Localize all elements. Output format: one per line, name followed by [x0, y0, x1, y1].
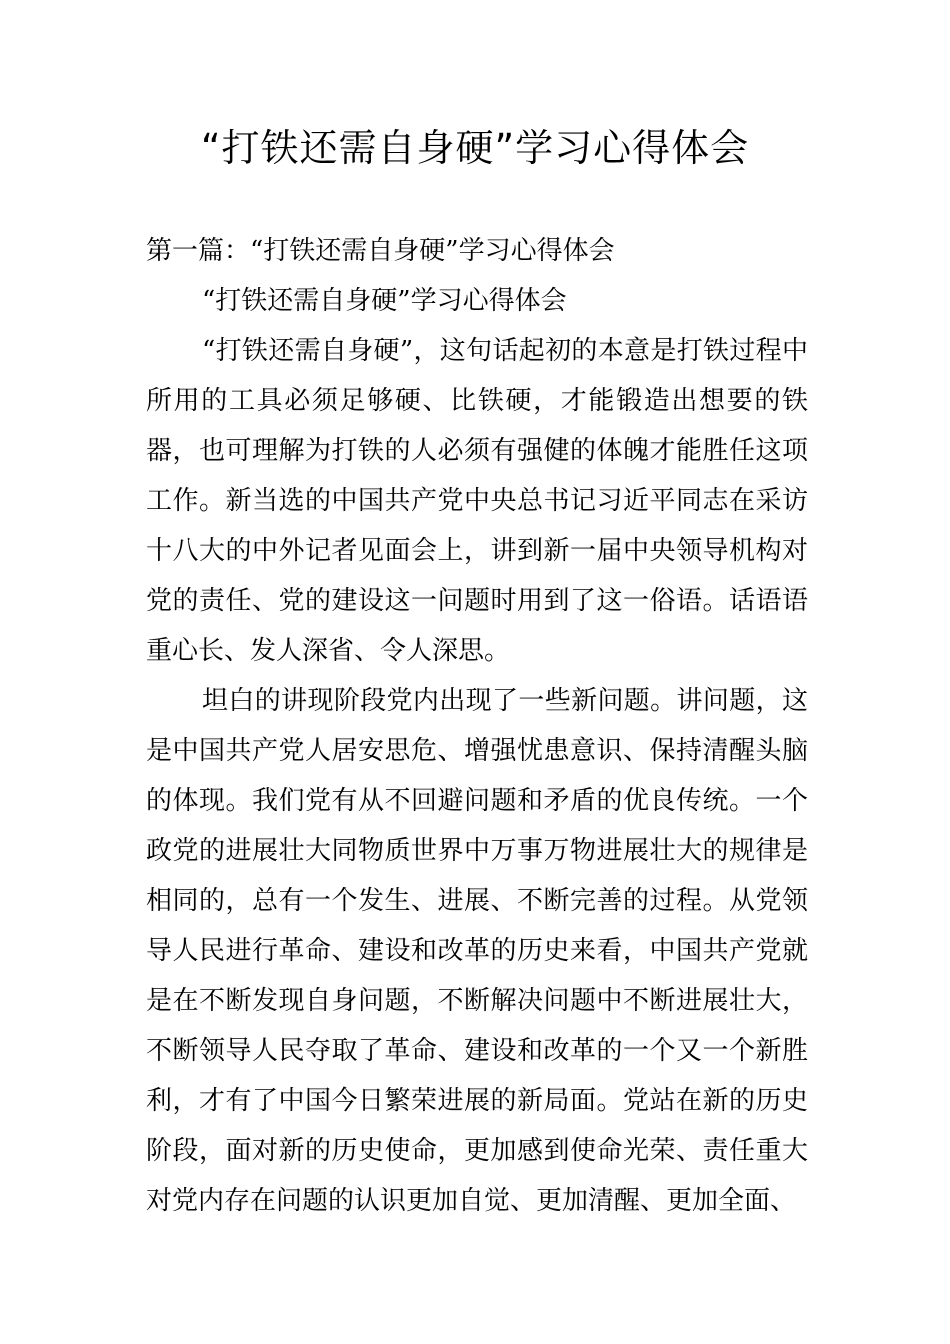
document-title: “打铁还需自身硬”学习心得体会 [200, 126, 750, 170]
body-paragraph-1: “打铁还需自身硬”，这句话起初的本意是打铁过程中所用的工具必须足够硬、比铁硬，才能锻造出想要的铁器，也可理解为打铁的人必须有强健的体魄才能胜任这项工作。新当选的中国共产党中央总书记习近平同志在采访十八大的中外记者见面会上，讲到新一届中央领导机构对党的责任、党的建设这一问题时用到了这一俗语。话语语重心长、发人深省、令人深思。 [146, 336, 808, 666]
document-body [146, 226, 808, 1226]
subtitle-paragraph: “打铁还需自身硬”学习心得体会 [202, 286, 567, 316]
section-heading: 第一篇：“打铁还需自身硬”学习心得体会 [146, 236, 615, 266]
body-paragraph-2: 坦白的讲现阶段党内出现了一些新问题。讲问题，这是中国共产党人居安思危、增强忧患意识、保持清醒头脑的体现。我们党有从不回避问题和矛盾的优良传统。一个政党的进展壮大同物质世界中万事万物进展壮大的规律是相同的，总有一个发生、进展、不断完善的过程。从党领导人民进行革命、建设和改革的历史来看，中国共产党就是在不断发现自身问题，不断解决问题中不断进展壮大，不断领导人民夺取了革命、建设和改革的一个又一个新胜利，才有了中国今日繁荣进展的新局面。党站在新的历史阶段，面对新的历史使命，更加感到使命光荣、责任重大对党内存在问题的认识更加自觉、更加清醒、更加全面、 [146, 686, 808, 1216]
